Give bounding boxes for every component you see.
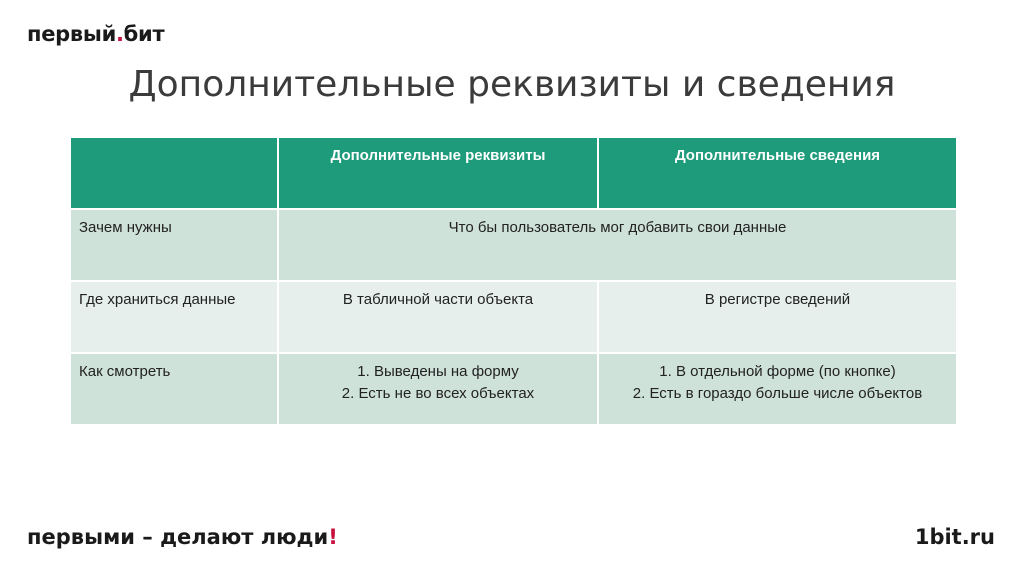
- table-header-row: [70, 137, 957, 209]
- list-item: 1. В отдельной форме (по кнопке): [659, 363, 896, 380]
- logo-text-b: бит: [123, 22, 165, 46]
- slide-title: Дополнительные реквизиты и сведения: [128, 64, 896, 105]
- header-cell-info: Дополнительные сведения: [598, 137, 957, 209]
- header-cell-requisites: Дополнительные реквизиты: [278, 137, 598, 209]
- merged-cell: Что бы пользователь мог добавить свои данные: [278, 209, 957, 281]
- slogan-text: первыми – делают люди: [27, 525, 329, 549]
- row-label: Как смотреть: [70, 353, 278, 425]
- numbered-list: [607, 361, 948, 405]
- header-cell-empty: [70, 137, 278, 209]
- list-item: 2. Есть не во всех объектах: [341, 385, 535, 402]
- table-row: [70, 353, 957, 425]
- table-row: [70, 281, 957, 353]
- table-row: [70, 209, 957, 281]
- row-label: Зачем нужны: [70, 209, 278, 281]
- numbered-list: [287, 361, 589, 405]
- brand-logo: [27, 22, 164, 46]
- table-cell: В табличной части объекта: [278, 281, 598, 353]
- slogan-mark: !: [328, 525, 338, 549]
- table-cell: В регистре сведений: [598, 281, 957, 353]
- logo-dot: .: [115, 22, 124, 46]
- footer-slogan: [27, 525, 338, 549]
- list-item: 1. Выведены на форму: [357, 363, 519, 380]
- table-cell: [278, 353, 598, 425]
- table-cell: [598, 353, 957, 425]
- comparison-table: [69, 136, 958, 426]
- list-item: 2. Есть в гораздо больше числе объектов: [632, 385, 923, 402]
- row-label: Где храниться данные: [70, 281, 278, 353]
- logo-text-a: первый: [27, 22, 116, 46]
- footer-site: 1bit.ru: [914, 525, 995, 549]
